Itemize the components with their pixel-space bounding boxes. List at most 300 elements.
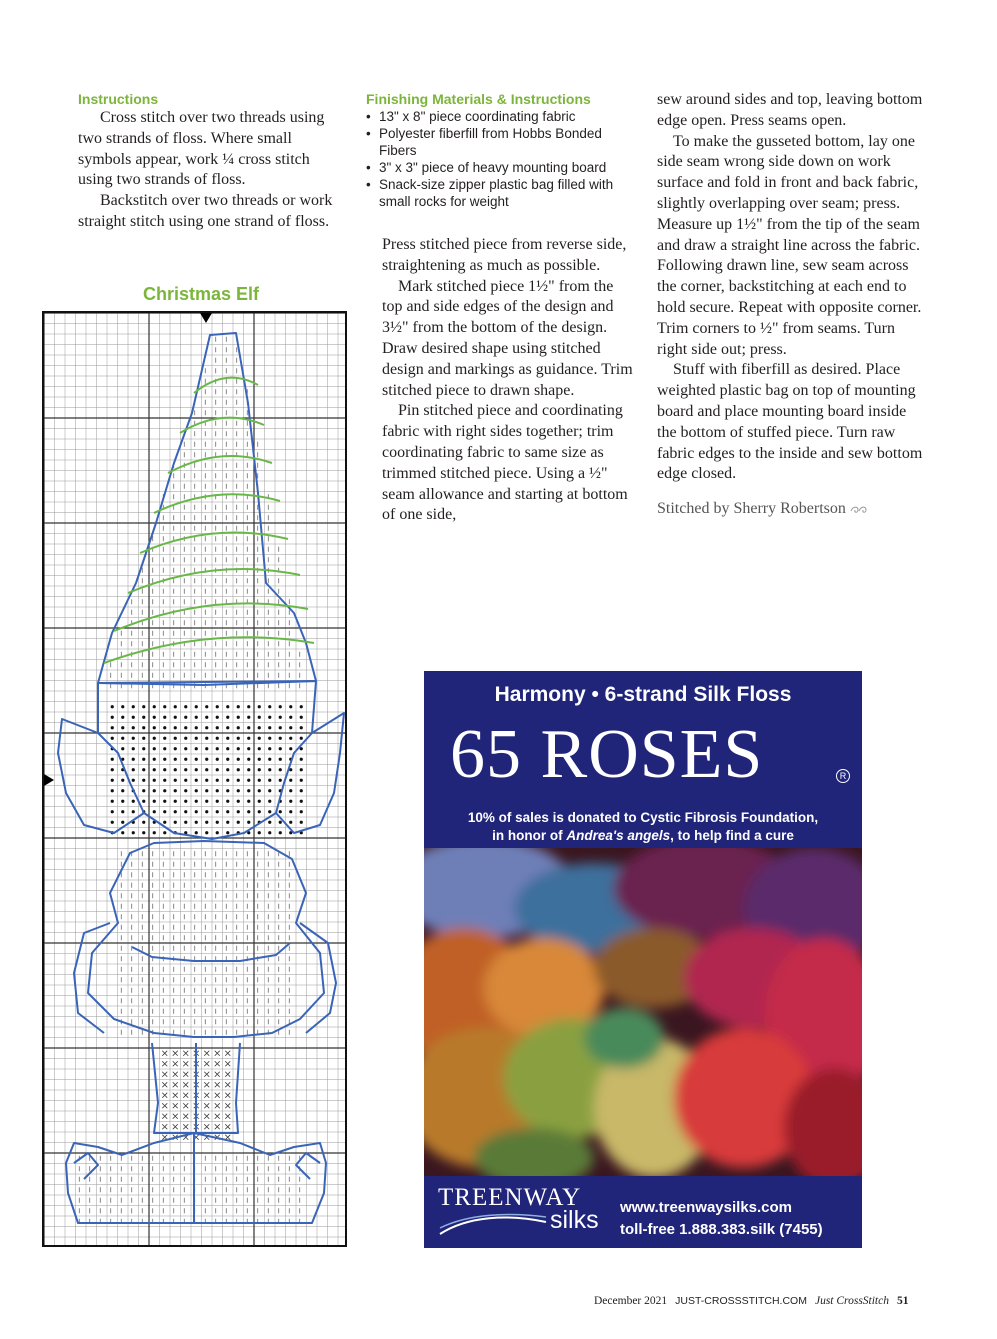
ad-headline: Harmony • 6-strand Silk Floss (494, 683, 792, 706)
stitch-symbol (247, 821, 250, 824)
stitch-symbol (279, 821, 282, 824)
stitch-symbol (142, 716, 145, 719)
materials-item: • 3" x 3" piece of heavy mounting board (366, 159, 636, 176)
stitch-symbol (268, 716, 271, 719)
stitch-symbol (132, 768, 135, 771)
ad-brand-name: 65 ROSES (450, 716, 764, 793)
stitch-symbol (121, 737, 124, 740)
stitch-symbol (162, 1114, 167, 1119)
stitch-symbol (279, 747, 282, 750)
stitch-symbol (195, 768, 198, 771)
stitch-symbol (162, 1061, 167, 1066)
instructions-heading: Instructions (78, 91, 159, 107)
stitch-symbol (153, 779, 156, 782)
stitch-symbol (216, 768, 219, 771)
materials-item: • Polyester fiberfill from Hobbs Bonded Fibers (366, 125, 636, 159)
hat-stripe (114, 603, 308, 631)
body-outline (88, 841, 324, 1037)
stitch-symbol (142, 779, 145, 782)
stitch-symbol (195, 726, 198, 729)
stitch-symbol (162, 1082, 167, 1087)
hat-stripe (104, 637, 314, 663)
center-arrow-left-icon (44, 774, 54, 786)
finishing-instructions (382, 235, 637, 526)
website-link[interactable]: JUST-CROSSSTITCH.COM (675, 1295, 807, 1307)
stitch-symbol (195, 821, 198, 824)
chart-graphic (44, 313, 345, 1245)
stitch-symbol (237, 789, 240, 792)
stitch-symbol (300, 726, 303, 729)
logo-wordmark-bottom: silks (550, 1206, 599, 1234)
stitch-symbol (163, 779, 166, 782)
stitch-symbol (225, 1103, 230, 1108)
stitch-symbol (121, 800, 124, 803)
stitch-symbol (121, 705, 124, 708)
stitch-symbol (205, 810, 208, 813)
stitch-symbol (247, 800, 250, 803)
stitch-symbol (111, 810, 114, 813)
registered-mark-icon: R (836, 769, 850, 783)
stitch-symbol (215, 1124, 220, 1129)
stitch-symbol (237, 800, 240, 803)
stitch-symbol (142, 789, 145, 792)
stitch-symbol (174, 810, 177, 813)
stitch-symbol (268, 705, 271, 708)
stitch-symbol (215, 1093, 220, 1098)
stitch-symbol (183, 1103, 188, 1108)
stitch-symbol (183, 1093, 188, 1098)
stitch-symbol (132, 716, 135, 719)
stitch-symbol (216, 726, 219, 729)
stitch-symbol (226, 737, 229, 740)
stitch-symbol (237, 737, 240, 740)
stitch-symbol (215, 1103, 220, 1108)
stitch-symbol (174, 768, 177, 771)
stitch-symbol (121, 726, 124, 729)
stitch-symbol (142, 821, 145, 824)
stitch-symbol (183, 1114, 188, 1119)
stitch-symbol (247, 758, 250, 761)
stitch-symbol (268, 779, 271, 782)
stitch-symbol (174, 821, 177, 824)
stitch-symbol (184, 789, 187, 792)
stitch-symbol (163, 726, 166, 729)
stitch-symbol (195, 758, 198, 761)
stitch-symbol (153, 705, 156, 708)
stitch-symbol (258, 789, 261, 792)
stitch-symbol (237, 810, 240, 813)
stitch-symbol (163, 831, 166, 834)
stitch-symbol (204, 1072, 209, 1077)
stitch-symbol (205, 789, 208, 792)
stitch-symbol (226, 726, 229, 729)
stitch-symbol (174, 800, 177, 803)
stitch-symbol (247, 779, 250, 782)
stitch-symbol (216, 716, 219, 719)
stitch-symbol (173, 1114, 178, 1119)
stitch-symbol (258, 726, 261, 729)
stitch-symbol (132, 810, 135, 813)
stitch-symbol (204, 1103, 209, 1108)
stitch-symbol (204, 1061, 209, 1066)
stitch-symbol (247, 716, 250, 719)
stitch-symbol (268, 747, 271, 750)
right-ear-outline (276, 713, 344, 833)
stitch-symbol (225, 1082, 230, 1087)
stitch-symbol (121, 810, 124, 813)
stitch-symbol (195, 747, 198, 750)
stitch-symbol (174, 737, 177, 740)
stitch-symbol (215, 1082, 220, 1087)
stitch-symbol (153, 747, 156, 750)
finishing-paragraph: Press stitched piece from reverse side, straightening as much as possible. (382, 236, 627, 274)
stitch-symbol (268, 758, 271, 761)
stitch-symbol (215, 1114, 220, 1119)
stitch-symbol (258, 716, 261, 719)
stitch-symbol (183, 1051, 188, 1056)
stitch-symbol (225, 1061, 230, 1066)
stitch-symbol (205, 758, 208, 761)
stitch-symbol (289, 705, 292, 708)
stitch-symbol (289, 810, 292, 813)
stitch-symbol (237, 716, 240, 719)
stitch-symbol (132, 800, 135, 803)
stitch-symbol (183, 1124, 188, 1129)
stitch-symbol (225, 1051, 230, 1056)
stitch-symbol (289, 789, 292, 792)
stitch-symbol (300, 716, 303, 719)
belt-outline (132, 943, 290, 961)
stitch-symbol (215, 1061, 220, 1066)
stitch-symbol (195, 800, 198, 803)
stitch-symbol (205, 768, 208, 771)
elf-backstitch-outline (58, 333, 344, 1223)
stitch-symbol (289, 747, 292, 750)
stitch-symbol (268, 737, 271, 740)
ad-charity-line: 10% of sales is donated to Cystic Fibrosis Foundation, (467, 810, 819, 825)
stitch-symbol (300, 810, 303, 813)
stitch-symbol (205, 821, 208, 824)
stitch-symbol (111, 737, 114, 740)
stitch-symbol (142, 737, 145, 740)
finishing-paragraph: Pin stitched piece and coordinating fabric with right sides together; trim coordinating fabric to same size as trimmed stitched piece. Using a ½" seam allowance and starting at bottom of one side, (382, 402, 628, 524)
stitch-symbol (184, 821, 187, 824)
stitch-symbol (226, 758, 229, 761)
stitch-symbol (247, 737, 250, 740)
stitch-symbol (184, 716, 187, 719)
stitch-symbol (153, 726, 156, 729)
stitch-symbol (247, 726, 250, 729)
materials-item: • Snack-size zipper plastic bag filled with small rocks for weight (366, 176, 636, 210)
stitch-symbol (132, 705, 135, 708)
stitch-symbol (142, 831, 145, 834)
stitch-symbol (300, 821, 303, 824)
stitch-symbol (163, 768, 166, 771)
stitch-symbol (279, 758, 282, 761)
stitch-symbol (216, 789, 219, 792)
magazine-name: Just CrossStitch (814, 1295, 889, 1307)
stitch-symbol (258, 768, 261, 771)
stitch-symbol (205, 779, 208, 782)
hat-stripes-backstitch (104, 378, 314, 663)
stitch-symbol (205, 705, 208, 708)
stitch-symbol (279, 810, 282, 813)
stitch-symbol (162, 1051, 167, 1056)
stitch-symbol (195, 716, 198, 719)
stitch-symbol (174, 779, 177, 782)
stitch-symbol (204, 1082, 209, 1087)
stitch-symbol (111, 789, 114, 792)
stitch-symbol (258, 831, 261, 834)
stitch-symbol (247, 705, 250, 708)
stitch-symbol (216, 747, 219, 750)
chart-title: Christmas Elf (143, 284, 260, 304)
stitch-symbol (111, 779, 114, 782)
stitch-symbol (225, 1124, 230, 1129)
stitch-symbol (111, 821, 114, 824)
stitch-symbol (289, 737, 292, 740)
stitch-symbol (121, 779, 124, 782)
stitch-symbol (163, 800, 166, 803)
logo-wave-icon (438, 1212, 548, 1238)
stitch-symbol (195, 779, 198, 782)
instructions-column (78, 91, 348, 233)
stitch-symbol (216, 810, 219, 813)
issue-date: December 2021 (594, 1295, 668, 1307)
stitch-symbol (289, 716, 292, 719)
stitch-symbol (279, 779, 282, 782)
materials-list (366, 108, 636, 210)
stitch-symbol (142, 758, 145, 761)
stitch-symbol (111, 726, 114, 729)
stitch-symbol (173, 1124, 178, 1129)
stitch-symbol (268, 831, 271, 834)
stitch-symbol (132, 747, 135, 750)
stitch-symbol (237, 779, 240, 782)
stitch-symbol (153, 810, 156, 813)
silk-floss-skeins-photo (424, 848, 862, 1176)
stitch-symbol (247, 747, 250, 750)
stitch-symbol (163, 789, 166, 792)
stitch-symbol (237, 726, 240, 729)
stitch-symbol (162, 1124, 167, 1129)
stitch-symbol (226, 789, 229, 792)
stitch-symbol (162, 1093, 167, 1098)
stitch-symbol (279, 768, 282, 771)
stitch-symbol (268, 789, 271, 792)
stitch-symbol (237, 758, 240, 761)
ad-website-link[interactable]: www.treenwaysilks.com (620, 1199, 793, 1216)
stitch-symbol (247, 768, 250, 771)
ad-charity-line (424, 827, 862, 845)
swirl-ornament-icon (850, 505, 868, 514)
stitch-symbol (184, 705, 187, 708)
stitch-symbol (132, 726, 135, 729)
stitch-symbol (121, 831, 124, 834)
stitch-symbol (173, 1093, 178, 1098)
stitch-symbol (300, 800, 303, 803)
stitch-symbol (163, 747, 166, 750)
stitch-symbol (142, 705, 145, 708)
stitch-symbol (226, 716, 229, 719)
finishing-paragraph: To make the gusseted bottom, lay one side seam wrong side down on work surface and fold in front and back fabric, slightly overlapping over seam; press. Measure up 1½" from the tip of the seam and draw a straight line across the fabric. Following drawn line, sew seam across the corner, backstitching at each end to hold secure. Repeat with opposite corner. Trim corners to ½" from seams. Turn right side out; press. (657, 132, 922, 358)
stitch-symbol (268, 810, 271, 813)
stitch-symbol (268, 726, 271, 729)
advertisement[interactable] (424, 671, 862, 1248)
stitch-symbol (205, 831, 208, 834)
stitch-symbol (153, 737, 156, 740)
page-footer (594, 1295, 908, 1307)
stitch-symbol (173, 1072, 178, 1077)
stitch-symbol (247, 789, 250, 792)
stitch-symbol (237, 747, 240, 750)
stitch-symbol (184, 758, 187, 761)
stitch-symbol (237, 768, 240, 771)
stitch-symbol (268, 800, 271, 803)
stitch-symbol (121, 716, 124, 719)
stitch-symbol (121, 821, 124, 824)
stitch-symbol (204, 1093, 209, 1098)
instructions-paragraph: Cross stitch over two threads using two strands of floss. Where small symbols appear, work ¼ cross stitch using two strands of floss. (78, 109, 325, 189)
stitch-symbol (111, 716, 114, 719)
stitch-symbol (132, 737, 135, 740)
stitch-symbol (225, 1072, 230, 1077)
stitch-symbol (226, 821, 229, 824)
instructions-paragraph: Backstitch over two threads or work straight stitch using one strand of floss. (78, 192, 333, 230)
stitch-symbol (195, 789, 198, 792)
stitch-symbol (163, 737, 166, 740)
stitch-symbol (173, 1051, 178, 1056)
stitch-symbol (184, 747, 187, 750)
stitch-symbol (174, 716, 177, 719)
stitch-symbol (216, 779, 219, 782)
stitch-symbol (300, 705, 303, 708)
stitch-symbol (174, 758, 177, 761)
stitch-symbol (216, 831, 219, 834)
stitch-symbol (142, 726, 145, 729)
stitch-symbol (216, 821, 219, 824)
stitch-symbol (258, 705, 261, 708)
stitch-symbol (258, 747, 261, 750)
stitch-symbol (153, 789, 156, 792)
stitch-symbol (226, 768, 229, 771)
treenway-silks-logo (438, 1184, 614, 1240)
ad-charity-fragment: , to help find a cure (670, 828, 794, 843)
stitch-symbol (247, 810, 250, 813)
ad-charity-emphasis: Andrea's angels (566, 828, 671, 843)
stitch-symbol (226, 810, 229, 813)
stitch-symbol (258, 737, 261, 740)
stitch-symbol (289, 800, 292, 803)
stitch-symbol (121, 789, 124, 792)
stitch-symbol (226, 831, 229, 834)
finishing-heading: Finishing Materials & Instructions (366, 91, 591, 107)
stitch-symbol (216, 800, 219, 803)
stitch-symbol (226, 747, 229, 750)
center-arrow-top-icon (200, 313, 212, 323)
stitch-symbol (258, 810, 261, 813)
stitch-symbol (142, 768, 145, 771)
stitch-symbol (289, 726, 292, 729)
stitch-symbol (300, 789, 303, 792)
stitch-symbol (215, 1072, 220, 1077)
finishing-paragraph: sew around sides and top, leaving bottom edge open. Press seams open. (657, 91, 923, 129)
stitch-symbol (111, 768, 114, 771)
stitch-symbol (195, 737, 198, 740)
stitch-symbol (279, 705, 282, 708)
stitch-symbol (195, 705, 198, 708)
ad-charity-text (424, 809, 862, 845)
stitch-symbol (237, 705, 240, 708)
finishing-continued-column (657, 90, 927, 520)
stitch-symbol (173, 1082, 178, 1087)
stitch-symbol (132, 831, 135, 834)
stitch-symbol (184, 800, 187, 803)
stitch-symbol (184, 810, 187, 813)
stitch-symbol (225, 1114, 230, 1119)
stitch-symbol (205, 716, 208, 719)
stitch-symbol (226, 705, 229, 708)
hat-outline (98, 333, 316, 685)
stitch-symbol (132, 779, 135, 782)
stitch-symbol (237, 821, 240, 824)
stitch-symbol (279, 726, 282, 729)
stitch-symbol (205, 747, 208, 750)
stitch-symbol (204, 1114, 209, 1119)
stitch-symbol (163, 821, 166, 824)
page-number: 51 (896, 1295, 909, 1307)
stitch-symbol (268, 768, 271, 771)
stitch-symbol (183, 1082, 188, 1087)
stitch-symbol (163, 705, 166, 708)
ad-phone-number: toll-free 1.888.383.silk (7455) (620, 1221, 823, 1238)
stitch-symbol (162, 1072, 167, 1077)
stitch-symbol (174, 705, 177, 708)
logo-wordmark-top: TREENWAY (438, 1184, 582, 1211)
ad-charity-fragment: in honor of (492, 828, 567, 843)
hat-stripe (140, 533, 288, 553)
stitch-symbol (111, 758, 114, 761)
stitch-symbol (174, 726, 177, 729)
finishing-paragraph: Mark stitched piece 1½" from the top and side edges of the design and 3½" from the bottom of the design. Draw desired shape using stitched design and markings as guidance. Trim stitched piece to drawn shape. (382, 277, 633, 399)
stitch-symbol (183, 1061, 188, 1066)
stitch-symbol (195, 831, 198, 834)
stitch-symbol (163, 758, 166, 761)
stitch-symbol (205, 726, 208, 729)
stitch-symbol (204, 1051, 209, 1056)
right-boot-outline (194, 1133, 326, 1223)
stitch-symbol (121, 747, 124, 750)
stitch-symbol (279, 831, 282, 834)
stitch-symbol (163, 810, 166, 813)
stitch-symbol (289, 821, 292, 824)
materials-item: • 13" x 8" piece coordinating fabric (366, 108, 636, 125)
stitch-symbol (300, 737, 303, 740)
stitch-symbol (184, 768, 187, 771)
stitch-symbol (258, 758, 261, 761)
stitch-symbol (300, 768, 303, 771)
stitch-symbol (300, 758, 303, 761)
stitch-symbol (216, 705, 219, 708)
stitch-symbol (184, 737, 187, 740)
stitch-symbol (215, 1051, 220, 1056)
cross-stitch-chart (42, 311, 347, 1247)
stitch-symbol (225, 1093, 230, 1098)
stitch-symbol (153, 768, 156, 771)
finishing-column (366, 91, 636, 210)
stitch-symbol (258, 800, 261, 803)
stitch-symbol (279, 737, 282, 740)
